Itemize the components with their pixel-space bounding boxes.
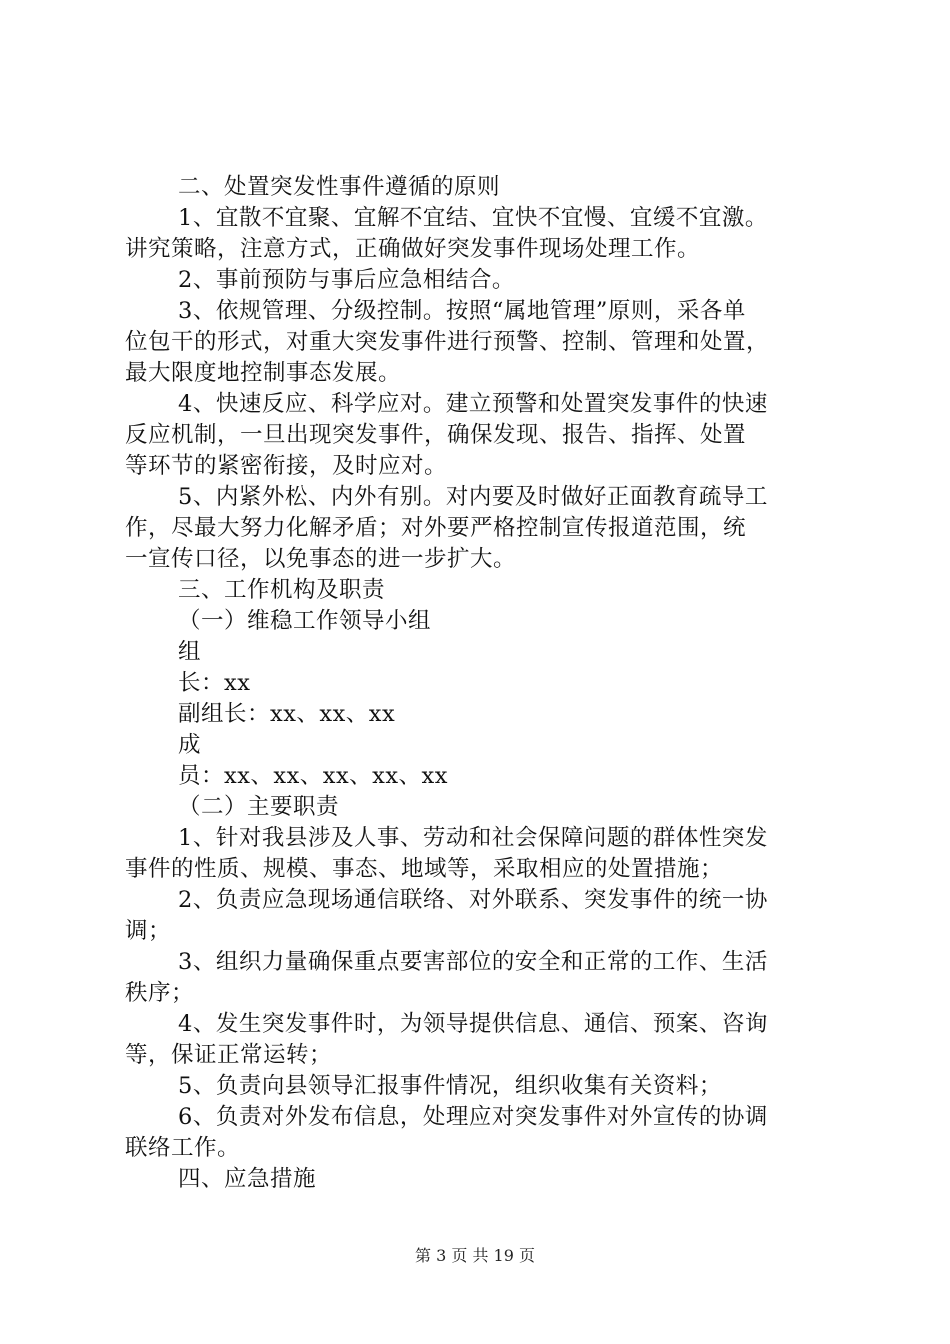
paragraph-line: 长：xx	[178, 670, 251, 696]
paragraph-line: 最大限度地控制事态发展。	[125, 360, 402, 386]
paragraph-line: 4、快速反应、科学应对。建立预警和处置突发事件的快速	[178, 391, 768, 417]
paragraph-line: 员：xx、xx、xx、xx、xx	[178, 763, 448, 789]
paragraph-line: 副组长：xx、xx、xx	[178, 701, 396, 727]
paragraph-line: 4、发生突发事件时，为领导提供信息、通信、预案、咨询	[178, 1011, 768, 1037]
paragraph-line: 等环节的紧密衔接，及时应对。	[125, 453, 448, 479]
paragraph-line: 讲究策略，注意方式，正确做好突发事件现场处理工作。	[125, 236, 701, 262]
paragraph-line: 3、依规管理、分级控制。按照“属地管理”原则，采各单	[178, 298, 746, 324]
paragraph-line: 等，保证正常运转；	[125, 1042, 333, 1068]
paragraph-line: 作，尽最大努力化解矛盾；对外要严格控制宣传报道范围，统	[125, 515, 747, 541]
paragraph-line: 联络工作。	[125, 1135, 241, 1161]
document-body	[125, 172, 845, 1195]
paragraph-line: 成	[178, 732, 202, 758]
paragraph-line: 组	[178, 639, 202, 665]
paragraph-line: 一宣传口径，以免事态的进一步扩大。	[125, 546, 517, 572]
paragraph-line: 2、负责应急现场通信联络、对外联系、突发事件的统一协	[178, 887, 768, 913]
paragraph-line: 5、负责向县领导汇报事件情况，组织收集有关资料；	[178, 1073, 722, 1099]
section-heading-measures: 四、应急措施	[178, 1166, 317, 1192]
paragraph-line: 位包干的形式，对重大突发事件进行预警、控制、管理和处置，	[125, 329, 770, 355]
paragraph-line: 秩序；	[125, 980, 195, 1006]
paragraph-line: 1、宜散不宜聚、宜解不宜结、宜快不宜慢、宜缓不宜激。	[178, 205, 768, 231]
paragraph-line: 1、针对我县涉及人事、劳动和社会保障问题的群体性突发	[178, 825, 768, 851]
paragraph-line: 调；	[125, 918, 172, 944]
section-heading-organization: 三、工作机构及职责	[178, 577, 386, 603]
subsection-heading-leadership: （一）维稳工作领导小组	[178, 608, 432, 634]
paragraph-line: 6、负责对外发布信息，处理应对突发事件对外宣传的协调	[178, 1104, 768, 1130]
paragraph-line: 2、事前预防与事后应急相结合。	[178, 267, 515, 293]
section-heading-principles: 二、处置突发性事件遵循的原则	[178, 174, 501, 200]
paragraph-line: 3、组织力量确保重点要害部位的安全和正常的工作、生活	[178, 949, 768, 975]
paragraph-line: 5、内紧外松、内外有别。对内要及时做好正面教育疏导工	[178, 484, 768, 510]
subsection-heading-duties: （二）主要职责	[178, 794, 340, 820]
paragraph-line: 反应机制，一旦出现突发事件，确保发现、报告、指挥、处置	[125, 422, 747, 448]
page-number-footer: 第 3 页 共 19 页	[415, 1246, 535, 1265]
paragraph-line: 事件的性质、规模、事态、地域等，采取相应的处置措施；	[125, 856, 724, 882]
